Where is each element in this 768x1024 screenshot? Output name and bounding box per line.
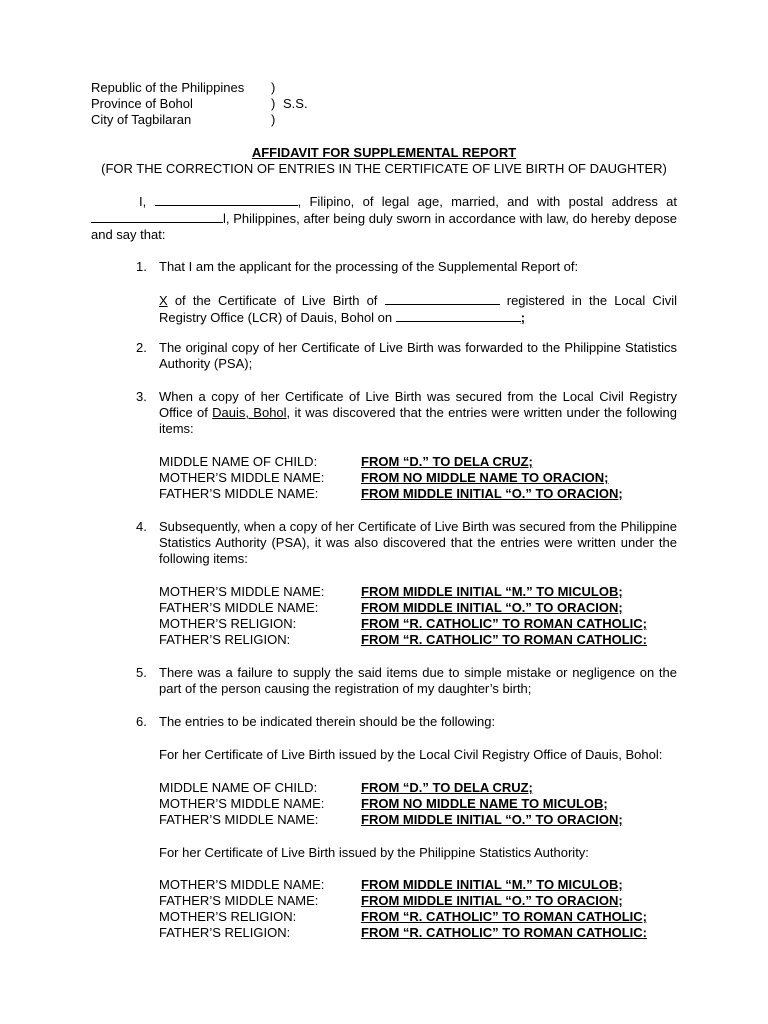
detail-text-2: registered in the Local Civil Registry Office (LCR) of Dauis, Bohol on xyxy=(159,293,677,325)
intro-prefix: I, xyxy=(139,194,147,209)
entry-label: MOTHER’S RELIGION: xyxy=(159,909,297,924)
entry-value: FROM “R. CATHOLIC” TO ROMAN CATHOLIC: xyxy=(361,925,647,940)
entry-label: FATHER’S MIDDLE NAME: xyxy=(159,486,319,501)
entry-value: FROM MIDDLE INITIAL “O.” TO ORACION; xyxy=(361,600,623,615)
address-blank xyxy=(91,210,223,223)
entry-label: FATHER’S MIDDLE NAME: xyxy=(159,812,319,827)
lcr-heading: For her Certificate of Live Birth issued by the Local Civil Registry Office of Dauis, Bohol: xyxy=(159,747,663,762)
entry-label: MOTHER’S MIDDLE NAME: xyxy=(159,796,325,811)
entry-value: FROM NO MIDDLE NAME TO ORACION; xyxy=(361,470,609,485)
entry-value: FROM MIDDLE INITIAL “M.” TO MICULOB; xyxy=(361,877,623,892)
entry-label: MIDDLE NAME OF CHILD: xyxy=(159,454,318,469)
intro-text-2: l, Philippines, after being duly sworn in accordance with law, do hereby depose and say that: xyxy=(91,211,677,242)
item-1-detail xyxy=(159,292,677,326)
caption-line: City of Tagbilaran xyxy=(91,112,192,127)
caption-paren: ) xyxy=(271,96,276,111)
entry-value: FROM MIDDLE INITIAL “O.” TO ORACION; xyxy=(361,486,623,501)
caption-paren: ) xyxy=(271,80,276,95)
entry-label: FATHER’S MIDDLE NAME: xyxy=(159,893,319,908)
entry-value: FROM “R. CATHOLIC” TO ROMAN CATHOLIC; xyxy=(361,909,647,924)
caption-line: Republic of the Philippines xyxy=(91,80,245,95)
item-2-text: The original copy of her Certificate of Live Birth was forwarded to the Philippine Statistics Authority (PSA); xyxy=(159,340,677,371)
entry-label: MOTHER’S MIDDLE NAME: xyxy=(159,584,325,599)
document-subtitle: (FOR THE CORRECTION OF ENTRIES IN THE CERTIFICATE OF LIVE BIRTH OF DAUGHTER) xyxy=(101,161,667,176)
item-number: 4. xyxy=(136,519,147,534)
entry-label: MIDDLE NAME OF CHILD: xyxy=(159,780,318,795)
psa-heading: For her Certificate of Live Birth issued by the Philippine Statistics Authority: xyxy=(159,845,589,860)
intro-text-1: , Filipino, of legal age, married, and with postal address at xyxy=(297,194,677,209)
entry-label: FATHER’S RELIGION: xyxy=(159,632,291,647)
entry-label: FATHER’S RELIGION: xyxy=(159,925,291,940)
item-5-text: There was a failure to supply the said items due to simple mistake or negligence on the part of the person causing the registration of my daughter’s birth; xyxy=(159,665,677,696)
item-number: 3. xyxy=(136,389,147,404)
item-3-text-part: When a copy of her Certificate of Live Birth was secured from the Local Civil Registry Office of xyxy=(159,389,677,420)
x-mark: X xyxy=(159,293,168,308)
entry-value: FROM NO MIDDLE NAME TO MICULOB; xyxy=(361,796,608,811)
entry-value: FROM “D.” TO DELA CRUZ; xyxy=(361,780,533,795)
entry-value: FROM “D.” TO DELA CRUZ; xyxy=(361,454,533,469)
child-name-blank xyxy=(385,292,500,305)
item-6-text: The entries to be indicated therein should be the following: xyxy=(159,714,496,729)
intro-paragraph xyxy=(91,193,677,243)
detail-text-1: of the Certificate of Live Birth of xyxy=(174,293,378,308)
entry-label: MOTHER’S MIDDLE NAME: xyxy=(159,470,325,485)
entry-value: FROM “R. CATHOLIC” TO ROMAN CATHOLIC; xyxy=(361,616,647,631)
entry-value: FROM MIDDLE INITIAL “O.” TO ORACION; xyxy=(361,812,623,827)
entry-label: MOTHER’S MIDDLE NAME: xyxy=(159,877,325,892)
item-4-text: Subsequently, when a copy of her Certificate of Live Birth was secured from the Philippine Statistics Authority (PSA), it was also discovered that the entries were written under the following items: xyxy=(159,519,677,566)
item-3-text-part: , it was discovered that the entries were written under the following items: xyxy=(159,405,677,436)
venue-caption xyxy=(91,80,308,128)
registration-date-blank xyxy=(396,309,521,322)
item-number: 5. xyxy=(136,665,147,680)
item-number: 1. xyxy=(136,259,147,274)
item-1-text: That I am the applicant for the processing of the Supplemental Report of: xyxy=(159,259,579,274)
caption-paren: ) xyxy=(271,112,276,127)
place-name: Dauis, Bohol xyxy=(212,405,287,420)
detail-end: ; xyxy=(520,310,526,325)
entry-value: FROM MIDDLE INITIAL “O.” TO ORACION; xyxy=(361,893,623,908)
entry-label: MOTHER’S RELIGION: xyxy=(159,616,297,631)
ss-label: S.S. xyxy=(283,96,308,111)
name-blank xyxy=(155,193,298,206)
item-number: 6. xyxy=(136,714,147,729)
caption-line: Province of Bohol xyxy=(91,96,193,111)
document-title: AFFIDAVIT FOR SUPPLEMENTAL REPORT xyxy=(251,145,517,160)
item-number: 2. xyxy=(136,340,147,355)
entry-label: FATHER’S MIDDLE NAME: xyxy=(159,600,319,615)
entry-value: FROM MIDDLE INITIAL “M.” TO MICULOB; xyxy=(361,584,623,599)
item-3-text xyxy=(159,389,677,437)
entry-value: FROM “R. CATHOLIC” TO ROMAN CATHOLIC: xyxy=(361,632,647,647)
